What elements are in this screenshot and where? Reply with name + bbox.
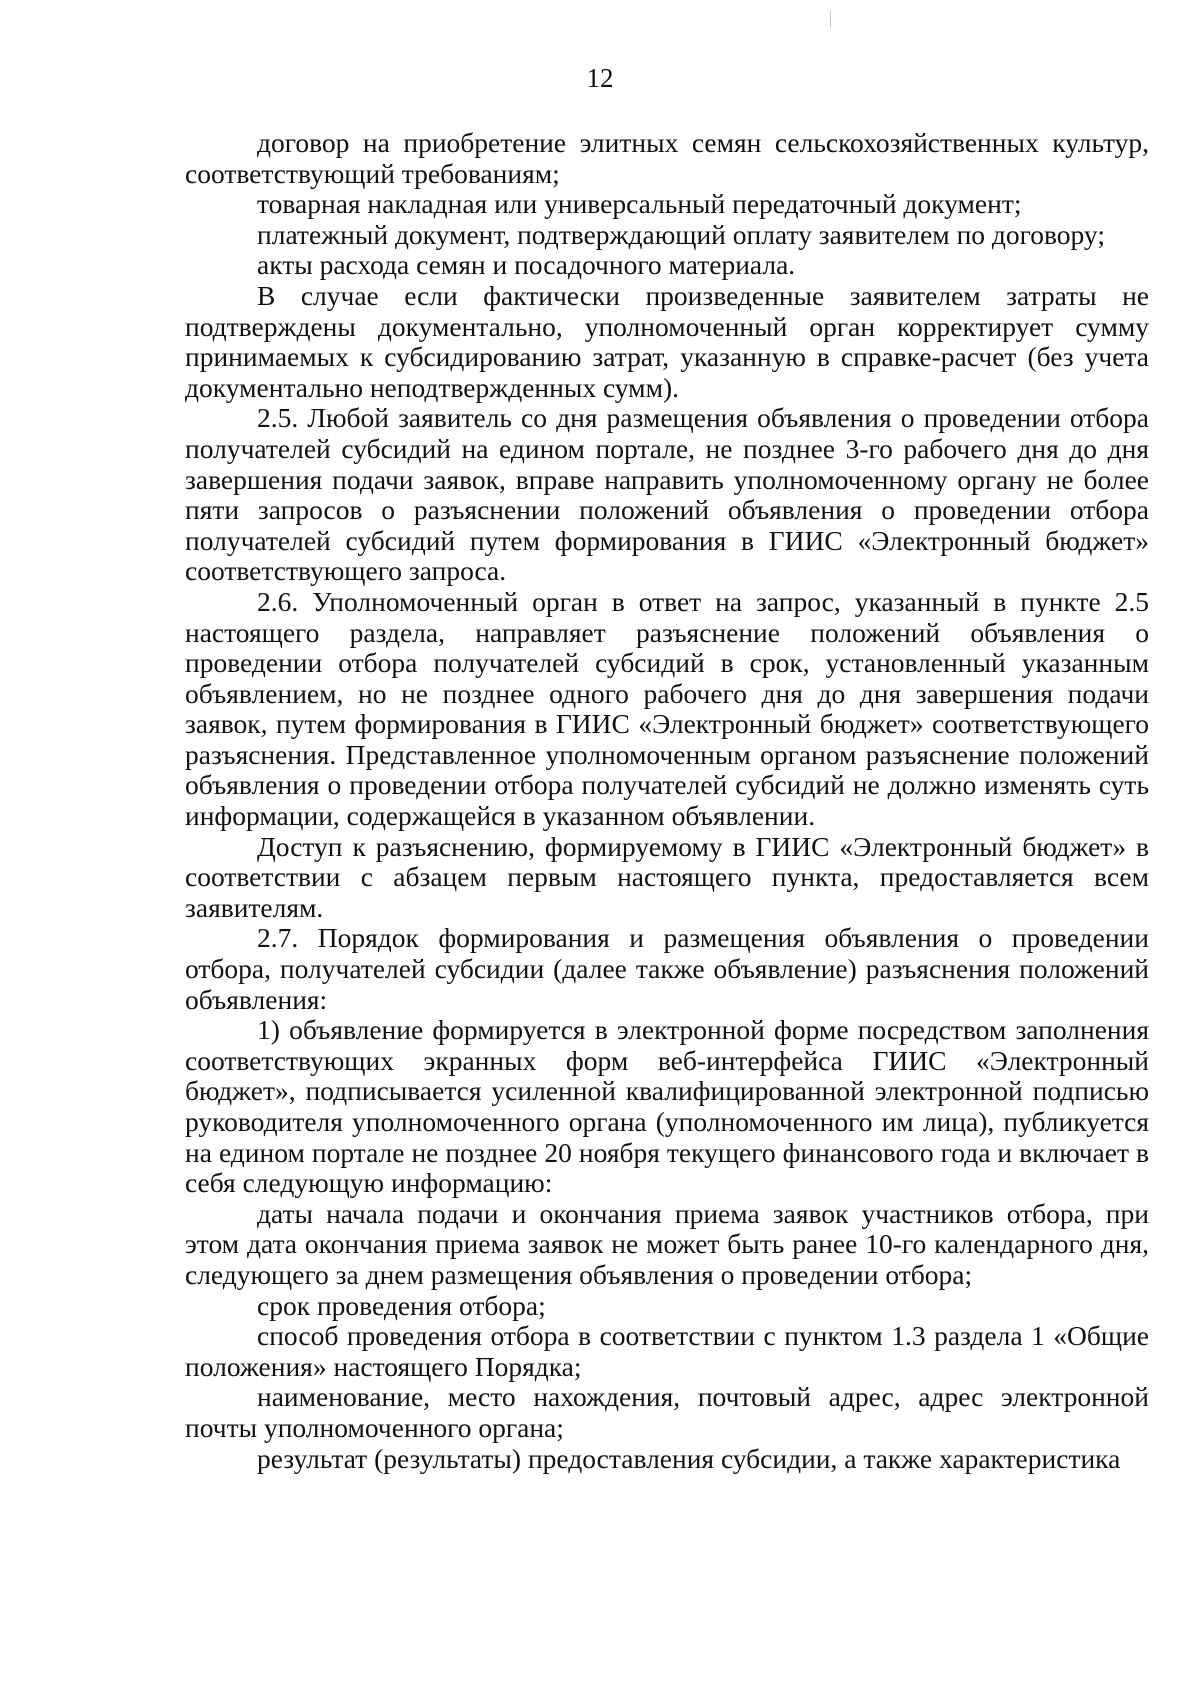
scan-artifact-line bbox=[830, 10, 831, 28]
page-number: 12 bbox=[586, 63, 614, 93]
paragraph-item-1: 1) объявление формируется в электронной форме посредством заполнения соответствующих экранных форм веб-интерфейса ГИИС «Электронный бюджет», подписывается усиленной квалифицированной электронной подписью руководителя уполномоченного органа (уполномоченного им лица), публикуется на едином портале не позднее 20 ноября текущего финансового года и включает в себя следующую информацию: bbox=[185, 1014, 1149, 1199]
paragraph-organ-details: наименование, место нахождения, почтовый адрес, адрес электронной почты уполномоченного органа; bbox=[185, 1381, 1149, 1443]
paragraph-2-5: 2.5. Любой заявитель со дня размещения объявления о проведении отбора получателей субсидий на едином портале, не позднее 3-го рабочего дня до дня завершения подачи заявок, вправе направить уполномоченному органу не более пяти запросов о разъяснении положений объявления о проведении отбора получателей субсидий путем формирования в ГИИС «Электронный бюджет» соответствующего запроса. bbox=[185, 402, 1149, 587]
paragraph-seed-contract: договор на приобретение элитных семян сельскохозяйственных культур, соответствующий требованиям; bbox=[185, 127, 1149, 189]
paragraph-access-clarification: Доступ к разъяснению, формируемому в ГИИС «Электронный бюджет» в соответствии с абзацем первым настоящего пункта, предоставляется всем заявителям. bbox=[185, 830, 1149, 923]
paragraph-waybill: товарная накладная или универсальный передаточный документ; bbox=[257, 188, 1022, 220]
paragraph-term: срок проведения отбора; bbox=[257, 1289, 546, 1321]
paragraph-consumption-acts: акты расхода семян и посадочного материала. bbox=[257, 249, 796, 281]
paragraph-method: способ проведения отбора в соответствии с пунктом 1.3 раздела 1 «Общие положения» настоящего Порядка; bbox=[185, 1320, 1149, 1382]
paragraph-results: результат (результаты) предоставления субсидии, а также характеристика bbox=[257, 1442, 1121, 1474]
document-body bbox=[185, 128, 1149, 1474]
paragraph-2-6: 2.6. Уполномоченный орган в ответ на запрос, указанный в пункте 2.5 настоящего раздела, направляет разъяснение положений объявления о проведении отбора получателей субсидий в срок, установленный указанным объявлением, но не позднее одного рабочего дня до дня завершения подачи заявок, путем формирования в ГИИС «Электронный бюджет» соответствующего разъяснения. Представленное уполномоченным органом разъяснение положений объявления о проведении отбора получателей субсидий не должно изменять суть информации, содержащейся в указанном объявлении. bbox=[185, 585, 1149, 832]
paragraph-payment-document: платежный документ, подтверждающий оплату заявителем по договору; bbox=[257, 218, 1105, 250]
paragraph-unconfirmed-costs: В случае если фактически произведенные заявителем затраты не подтверждены документально, уполномоченный орган корректирует сумму принимаемых к субсидированию затрат, указанную в справке-расчет (без учета документально неподтвержденных сумм). bbox=[185, 279, 1149, 403]
paragraph-2-7: 2.7. Порядок формирования и размещения объявления о проведении отбора, получателей субсидии (далее также объявление) разъяснения положений объявления: bbox=[185, 922, 1149, 1015]
paragraph-dates: даты начала подачи и окончания приема заявок участников отбора, при этом дата окончания приема заявок не может быть ранее 10-го календарного дня, следующего за днем размещения объявления о проведении отбора; bbox=[185, 1197, 1149, 1290]
